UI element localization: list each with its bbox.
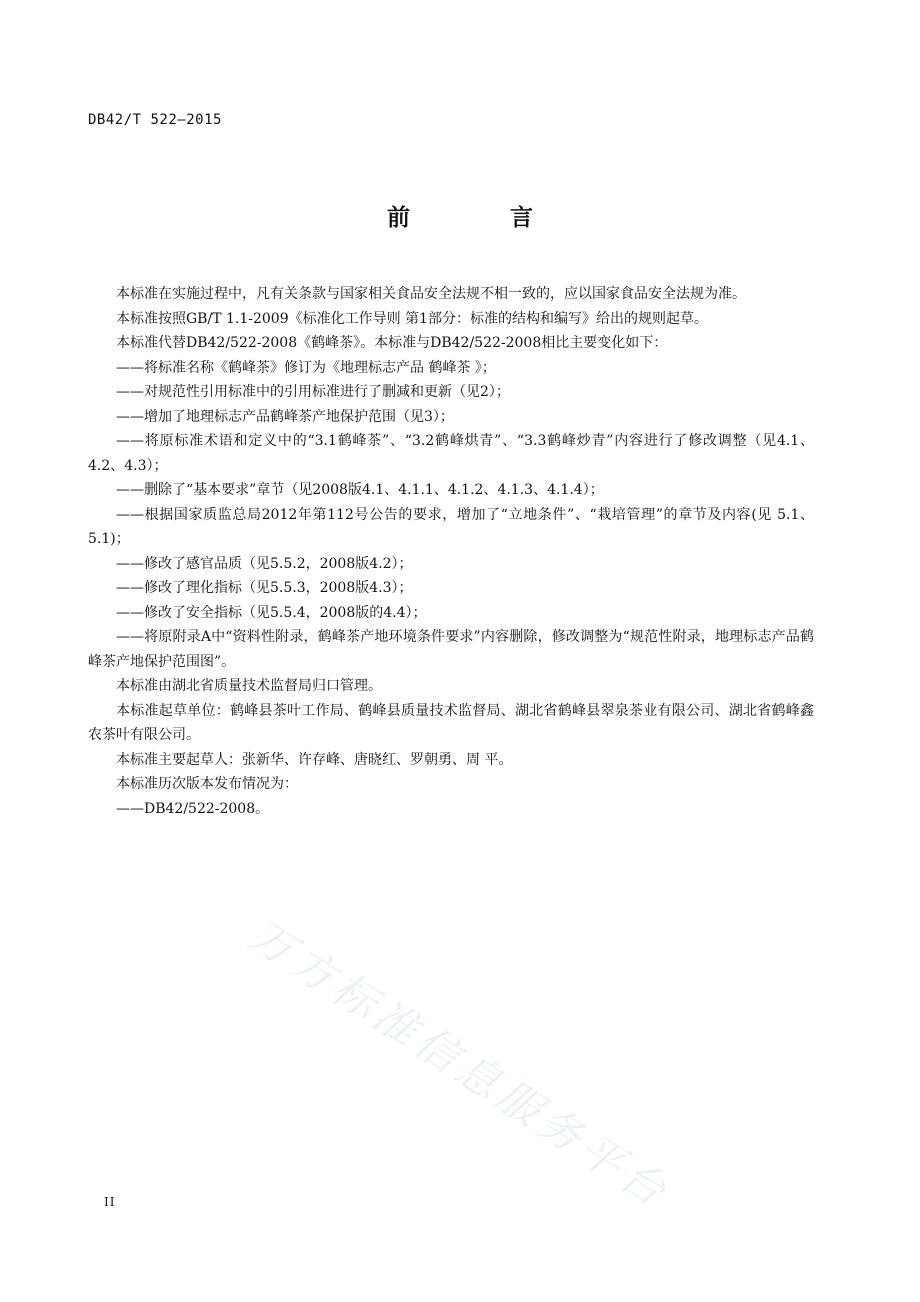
paragraph: 本标准按照GB/T 1.1-2009《标准化工作导则 第1部分：标准的结构和编写》给出的规则起草。 — [116, 310, 708, 327]
paragraph: 本标准代替DB42/522-2008《鹤峰茶》。本标准与DB42/522-2008相比主要变化如下： — [116, 335, 668, 351]
paragraph: 本标准由湖北省质量技术监督局归口管理。 — [116, 678, 382, 694]
document-code: DB42/T 522—2015 — [88, 112, 222, 128]
change-list-item: ——增加了地理标志产品鹤峰茶产地保护范围（见3）； — [116, 408, 454, 425]
change-list-item: ——修改了安全指标（见5.5.4，2008版的4.4）； — [116, 604, 427, 621]
foreword-body — [88, 282, 814, 821]
change-list-item: ——删除了“基本要求”章节（见2008版4.1、4.1.1、4.1.2、4.1.3、4.1.4）； — [116, 482, 604, 498]
paragraph: 本标准在实施过程中，凡有关条款与国家相关食品安全法规不相一致的，应以国家食品安全法规为准。 — [116, 286, 746, 302]
change-list-item: ——修改了感官品质（见5.5.2，2008版4.2）； — [116, 555, 413, 572]
paragraph: 本标准主要起草人：张新华、许存峰、唐晓红、罗朝勇、周 平。 — [116, 751, 513, 768]
page-number: II — [104, 1195, 116, 1209]
page-title: 前 言 — [386, 205, 579, 231]
change-list-item: ——对规范性引用标准中的引用标准进行了删减和更新（见2）； — [116, 384, 510, 400]
watermark: 万方标准信息服务平台 — [240, 910, 679, 1220]
paragraph: 本标准历次版本发布情况为： — [116, 776, 298, 792]
change-list-item: ——将原标准术语和定义中的“3.1鹤峰茶”、“3.2鹤峰烘青”、“3.3鹤峰炒青”内容进行了修改调整（见4.1、4.2、4.3）； — [88, 433, 814, 474]
change-list-item: ——DB42/522-2008。 — [116, 800, 270, 817]
change-list-item: ——将原附录A中“资料性附录，鹤峰茶产地环境条件要求”内容删除，修改调整为“规范性附录，地理标志产品鹤峰茶产地保护范围图”。 — [88, 629, 814, 670]
change-list-item: ——修改了理化指标（见5.5.3，2008版4.3）； — [116, 580, 413, 596]
paragraph: 本标准起草单位：鹤峰县茶叶工作局、鹤峰县质量技术监督局、湖北省鹤峰县翠泉茶业有限公司、湖北省鹤峰鑫农茶叶有限公司。 — [88, 702, 814, 743]
change-list-item: ——根据国家质监总局2012年第112号公告的要求，增加了“立地条件”、“栽培管理”的章节及内容(见 5.1、5.1)； — [88, 506, 814, 547]
change-list-item: ——将标准名称《鹤峰茶》修订为《地理标志产品 鹤峰茶 》； — [116, 359, 496, 376]
